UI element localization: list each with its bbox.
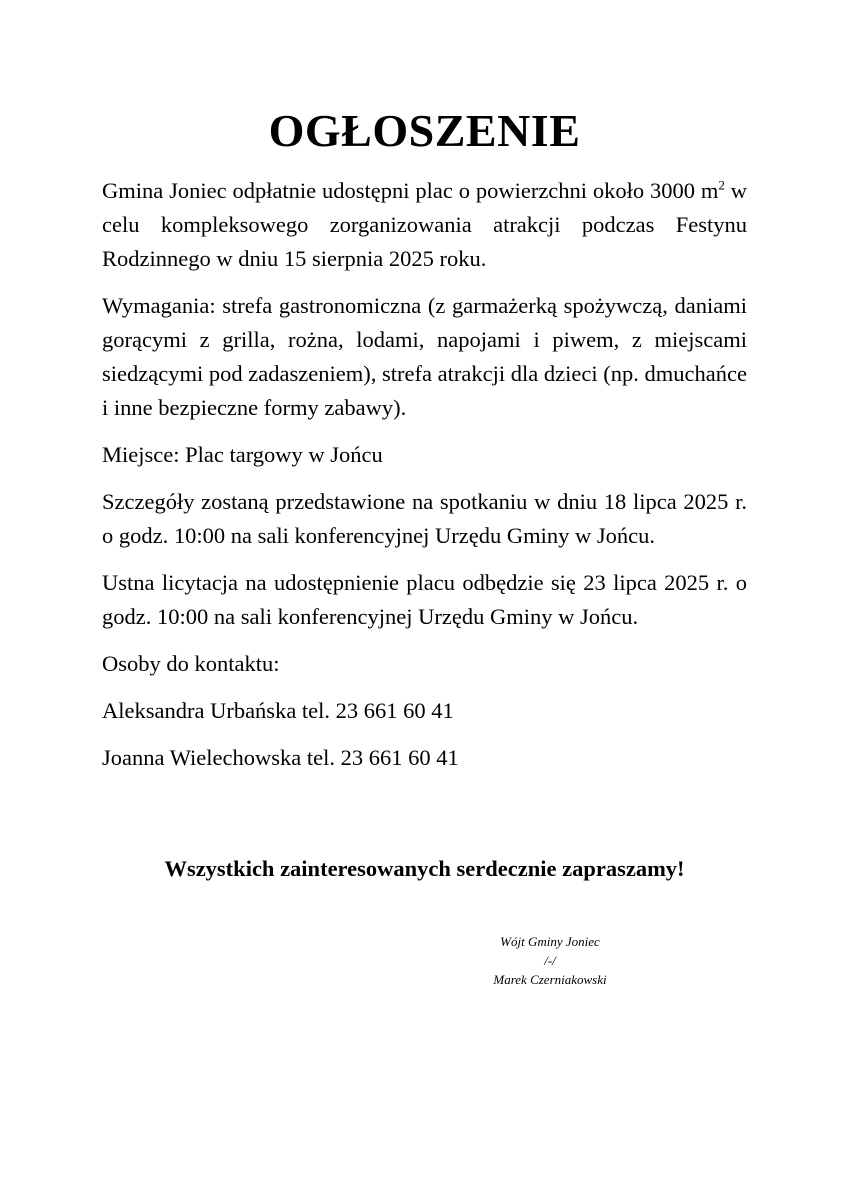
place-paragraph: Miejsce: Plac targowy w Jońcu (102, 442, 383, 467)
signature-mark: /-/ (544, 953, 556, 968)
auction-paragraph: Ustna licytacja na udostępnienie placu odbędzie się 23 lipca 2025 r. o godz. 10:00 na sali konferencyjnej Urzędu Gminy w Jońcu. (102, 570, 747, 629)
closing-invitation: Wszystkich zainteresowanych serdecznie zapraszamy! (164, 856, 685, 881)
contacts-heading: Osoby do kontaktu: (102, 651, 280, 676)
signature-role: Wójt Gminy Joniec (500, 934, 600, 949)
contact-item: Joanna Wielechowska tel. 23 661 60 41 (102, 745, 459, 770)
signature-block (450, 932, 650, 989)
intro-text-start: Gmina Joniec odpłatnie udostępni plac o powierzchni około 3000 m (102, 178, 719, 203)
document-body (102, 174, 747, 788)
area-unit-superscript: 2 (718, 177, 725, 193)
intro-paragraph (102, 174, 747, 276)
document-title: OGŁOSZENIE (268, 105, 581, 156)
meeting-paragraph: Szczegóły zostaną przedstawione na spotkaniu w dniu 18 lipca 2025 r. o godz. 10:00 na sali konferencyjnej Urzędu Gminy w Jońcu. (102, 489, 747, 548)
requirements-paragraph: Wymagania: strefa gastronomiczna (z garmażerką spożywczą, daniami gorącymi z grilla, rożna, lodami, napojami i piwem, z miejscami siedzącymi pod zadaszeniem), strefa atrakcji dla dzieci (np. dmuchańce i inne bezpieczne formy zabawy). (102, 293, 747, 420)
intro-text-end: w celu kompleksowego zorganizowania atrakcji podczas Festynu Rodzinnego w dniu 15 sierpnia 2025 roku. (102, 178, 748, 271)
contact-item: Aleksandra Urbańska tel. 23 661 60 41 (102, 698, 454, 723)
signature-name: Marek Czerniakowski (493, 972, 607, 987)
